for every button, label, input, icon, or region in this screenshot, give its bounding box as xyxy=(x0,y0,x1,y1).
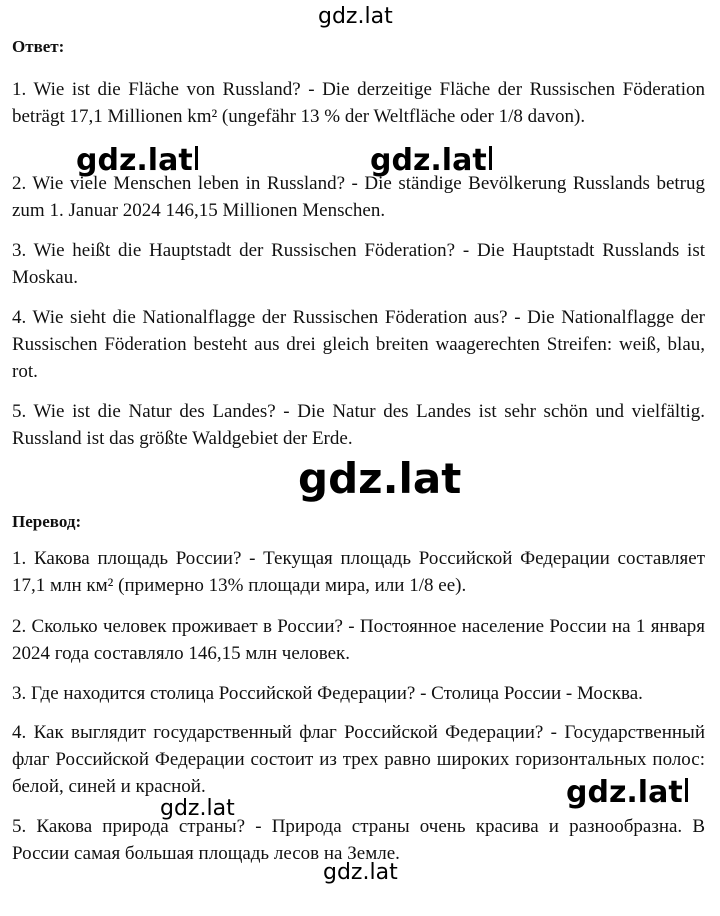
translation-item-1: 1. Какова площадь России? - Текущая площадь Российской Федерации составляет 17,1 млн км² (примерно 13% площади мира, или 1/8 ее). xyxy=(12,548,705,596)
watermark-overlay-bottom-left: gdz.lat xyxy=(160,796,235,821)
translation-item-4: 4. Как выглядит государственный флаг Российской Федерации? - Государственный флаг Российской Федерации состоит из трех равно широких горизонтальных полос: белой, синей и красной. xyxy=(12,722,705,797)
translation-item-2: 2. Сколько человек проживает в России? - Постоянное население России на 1 января 2024 года составляло 146,15 млн человек. xyxy=(12,616,705,664)
watermark-top: gdz.lat xyxy=(318,4,393,29)
watermark-overlay-left: gdz.lat xyxy=(76,146,198,176)
answer-heading: Ответ: xyxy=(12,37,65,56)
answer-item-1: 1. Wie ist die Fläche von Russland? - Die derzeitige Fläche der Russischen Föderation beträgt 17,1 Millionen km² (ungefähr 13 % der Weltfläche oder 1/8 davon). xyxy=(12,79,705,127)
answer-item-3: 3. Wie heißt die Hauptstadt der Russischen Föderation? - Die Hauptstadt Russlands ist Moskau. xyxy=(12,240,705,288)
answer-item-2: 2. Wie viele Menschen leben in Russland? - Die ständige Bevölkerung Russlands betrug zum 1. Januar 2024 146,15 Millionen Menschen. xyxy=(12,173,705,221)
watermark-bottom: gdz.lat xyxy=(323,860,398,885)
translation-item-3: 3. Где находится столица Российской Федерации? - Столица России - Москва. xyxy=(12,683,643,704)
watermark-overlay-right: gdz.lat xyxy=(370,146,492,176)
answer-item-5: 5. Wie ist die Natur des Landes? - Die Natur des Landes ist sehr schön und vielfältig. Russland ist das größte Waldgebiet der Erde. xyxy=(12,401,705,449)
answer-item-4: 4. Wie sieht die Nationalflagge der Russischen Föderation aus? - Die Nationalflagge der Russischen Föderation besteht aus drei gleich breiten waagerechten Streifen: weiß, blau, rot. xyxy=(12,307,705,382)
translation-item-5: 5. Какова природа страны? - Природа страны очень красива и разнообразна. В России самая большая площадь лесов на Земле. xyxy=(12,816,705,864)
watermark-center: gdz.lat xyxy=(298,454,462,503)
watermark-overlay-bottom-right: gdz.lat xyxy=(566,778,688,808)
translation-heading: Перевод: xyxy=(12,512,82,531)
